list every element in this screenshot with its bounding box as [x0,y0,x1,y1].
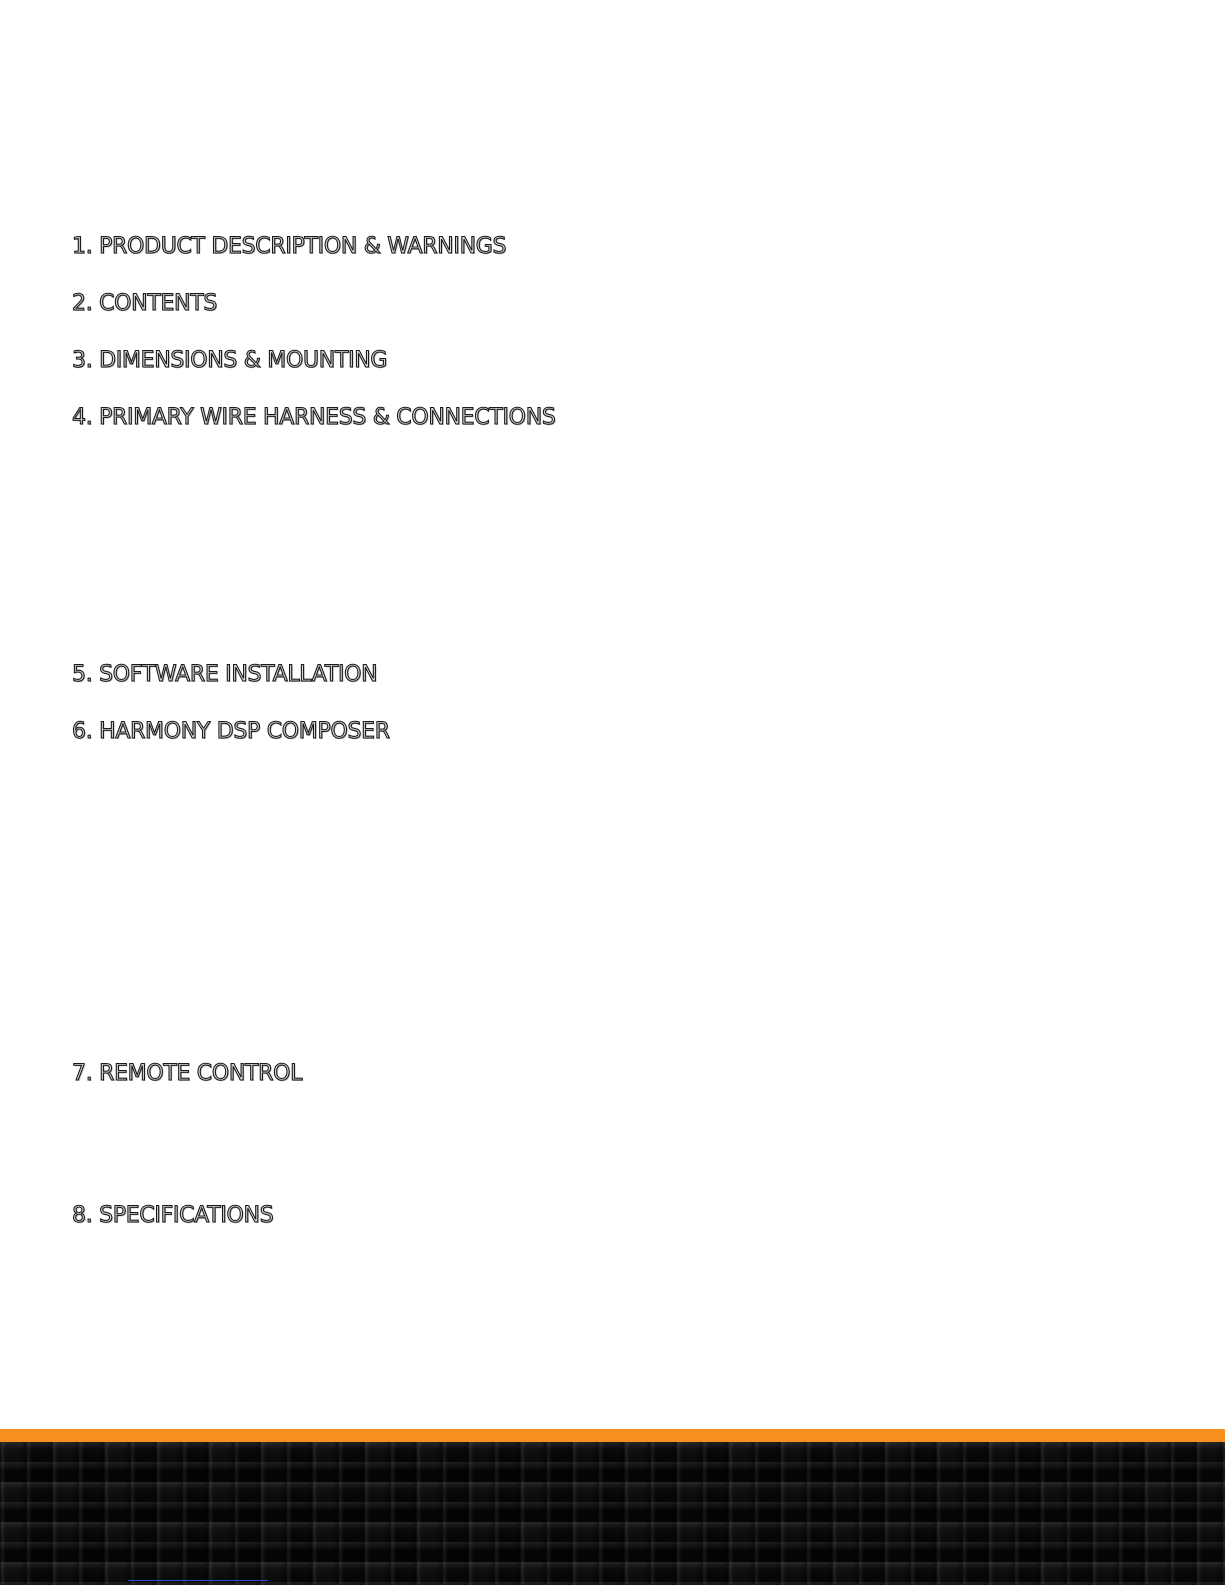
toc-item-specifications: 8. SPECIFICATIONS [72,1203,274,1228]
toc-item-dimensions-mounting: 3. DIMENSIONS & MOUNTING [72,348,388,373]
footer-accent-stripe [0,1429,1225,1442]
toc-item-remote-control: 7. REMOTE CONTROL [72,1061,303,1086]
toc-item-contents: 2. CONTENTS [72,291,218,316]
footer-link-underline[interactable] [128,1580,268,1581]
toc-item-software-installation: 5. SOFTWARE INSTALLATION [72,662,378,687]
toc-item-product-description: 1. PRODUCT DESCRIPTION & WARNINGS [72,234,507,259]
footer-carbon-pattern [0,1442,1225,1585]
toc-item-dsp-composer: 6. HARMONY DSP COMPOSER [72,719,390,744]
footer-band [0,1429,1225,1585]
toc-item-wire-harness: 4. PRIMARY WIRE HARNESS & CONNECTIONS [72,405,556,430]
